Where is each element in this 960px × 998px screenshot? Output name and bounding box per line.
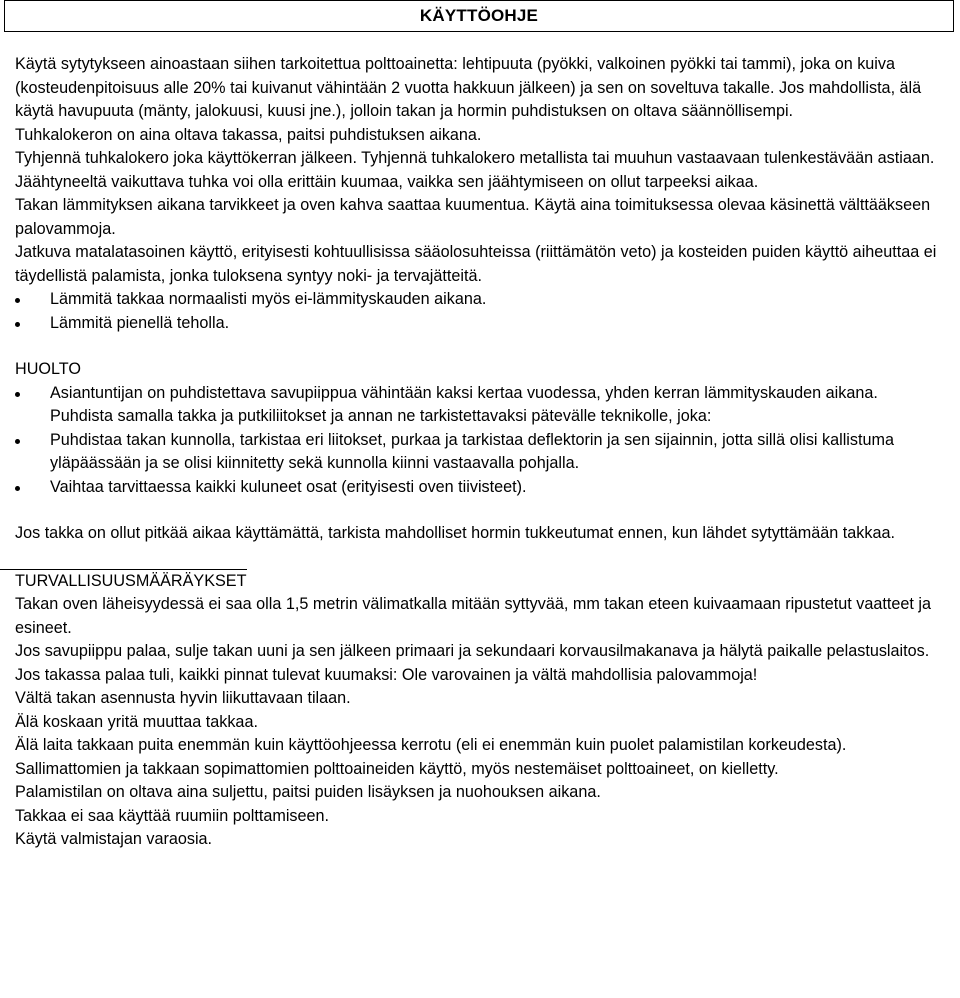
safety-line: Käytä valmistajan varaosia. bbox=[15, 830, 213, 848]
safety-line: Jos savupiippu palaa, sulje takan uuni ja sen jälkeen primaari ja sekundaari korvausilmakanava ja hälytä paikalle pelastuslaitos. bbox=[15, 642, 930, 660]
safety-line: Älä koskaan yritä muuttaa takkaa. bbox=[15, 712, 258, 731]
safety-line: Vältä takan asennusta hyvin liikuttavaan tilaan. bbox=[15, 689, 351, 707]
safety-line: Takkaa ei saa käyttää ruumiin polttamiseen. bbox=[15, 806, 330, 825]
bullet-icon bbox=[15, 298, 20, 303]
bullet-icon bbox=[15, 439, 20, 444]
list-item bbox=[15, 476, 945, 500]
maintenance-heading: HUOLTO bbox=[15, 360, 81, 378]
maintenance-bullet-list bbox=[15, 382, 945, 500]
safety-line: Älä laita takkaan puita enemmän kuin käyttöohjeessa kerrotu (eli ei enemmän kuin puolet palamistilan korkeudesta). bbox=[15, 736, 847, 754]
safety-line: Jos takassa palaa tuli, kaikki pinnat tulevat kuumaksi: Ole varovainen ja vältä mahdollisia palovammoja! bbox=[15, 665, 758, 684]
safety-line: Palamistilan on oltava aina suljettu, paitsi puiden lisäyksen ja nuohouksen aikana. bbox=[15, 783, 601, 801]
maintenance-bullet-text: Vaihtaa tarvittaessa kaikki kuluneet osat (erityisesti oven tiivisteet). bbox=[50, 477, 527, 496]
maintenance-bullet-text: Asiantuntijan on puhdistettava savupiippua vähintään kaksi kertaa vuodessa, yhden kerran lämmityskauden aikana. Puhdista samalla takka ja putkiliitokset ja annan ne tarkistettavaksi pätevälle teknikolle, joka: bbox=[50, 383, 878, 425]
safety-line: Takan oven läheisyydessä ei saa olla 1,5 metrin välimatkalla mitään syttyvää, mm takan eteen kuivaamaan ripustetut vaatteet ja esineet. bbox=[15, 595, 931, 637]
maintenance-note: Jos takka on ollut pitkää aikaa käyttämättä, tarkista mahdolliset hormin tukkeutumat ennen, kun lähdet sytyttämään takkaa. bbox=[15, 524, 895, 542]
safety-line: Sallimattomien ja takkaan sopimattomien polttoaineiden käyttö, myös nestemäiset polttoaineet, on kielletty. bbox=[15, 759, 779, 778]
usage-bullet-text: Lämmitä pienellä teholla. bbox=[50, 313, 230, 332]
usage-bullet-text: Lämmitä takkaa normaalisti myös ei-lämmityskauden aikana. bbox=[50, 290, 487, 308]
list-item bbox=[15, 288, 945, 312]
maintenance-bullet-text: Puhdistaa takan kunnolla, tarkistaa eri liitokset, purkaa ja tarkistaa deflektorin ja sen sijainnin, jotta sillä olisi kallistuma yläpäässään ja se olisi kiinnitetty sekä kunnolla kiinni vastaavalla pohjalla. bbox=[50, 430, 894, 472]
list-item bbox=[15, 429, 945, 476]
safety-heading: TURVALLISUUSMÄÄRÄYKSET bbox=[0, 569, 247, 594]
usage-bullet-list bbox=[15, 288, 945, 335]
list-item bbox=[15, 382, 945, 429]
usage-paragraph: Takan lämmityksen aikana tarvikkeet ja oven kahva saattaa kuumentua. Käytä aina toimituksessa olevaa käsinettä välttääkseen palovammoja. bbox=[15, 196, 931, 238]
usage-paragraph: Käytä sytytykseen ainoastaan siihen tarkoitettua polttoainetta: lehtipuuta (pyökki, valkoinen pyökki tai tammi), joka on kuiva (kosteudenpitoisuus alle 20% tai kuivanut vähintään 2 vuotta hakkuun jälkeen) ja sen on soveltuva takalle. Jos mahdollista, älä käytä havupuuta (mänty, jalokuusi, kuusi jne.), jolloin takan ja hormin puhdistuksen on oltava säännöllisempi. bbox=[15, 55, 922, 120]
safety-heading-row bbox=[15, 569, 945, 594]
document-body bbox=[15, 53, 945, 852]
list-item bbox=[15, 312, 945, 336]
bullet-icon bbox=[15, 322, 20, 327]
usage-paragraph: Tuhkalokeron on aina oltava takassa, paitsi puhdistuksen aikana. bbox=[15, 125, 482, 144]
usage-paragraph: Jatkuva matalatasoinen käyttö, erityisesti kohtuullisissa sääolosuhteissa (riittämätön veto) ja kosteiden puiden käyttö aiheuttaa ei täydellistä palamista, jonka tuloksena syntyy noki- ja tervajätteitä. bbox=[15, 243, 937, 285]
page-title: KÄYTTÖOHJE bbox=[419, 6, 539, 25]
bullet-icon bbox=[15, 392, 20, 397]
bullet-icon bbox=[15, 486, 20, 491]
title-box bbox=[4, 0, 954, 32]
usage-paragraph: Tyhjennä tuhkalokero joka käyttökerran jälkeen. Tyhjennä tuhkalokero metallista tai muuhun vastaavaan tulenkestävään astiaan. Jäähtyneeltä vaikuttava tuhka voi olla erittäin kuumaa, vaikka sen jäähtymiseen on ollut tarpeeksi aikaa. bbox=[15, 149, 935, 191]
